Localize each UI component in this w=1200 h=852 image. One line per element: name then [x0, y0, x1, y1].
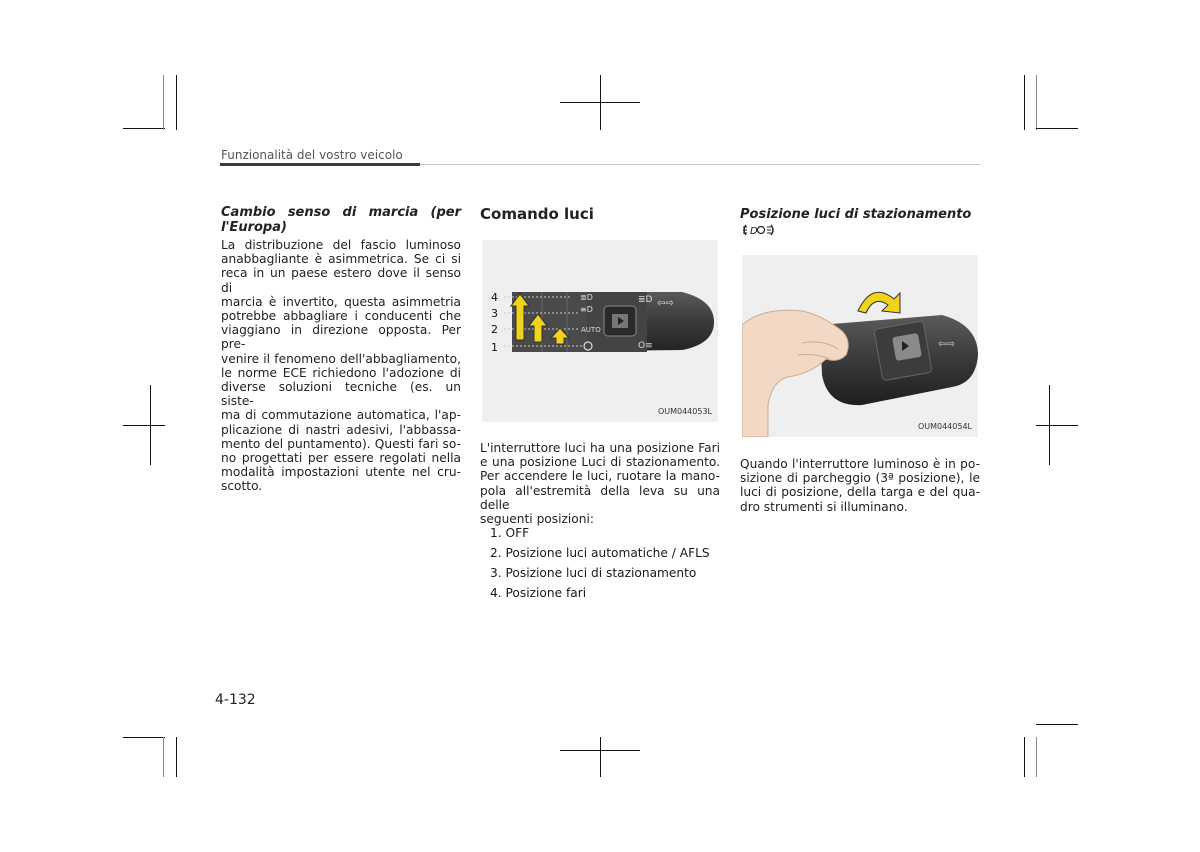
auto-label: AUTO: [581, 326, 601, 334]
column-2-text: [480, 441, 720, 606]
park-symbol: ≡D: [580, 305, 593, 314]
turn-arrows: ⇦⇨: [657, 298, 674, 309]
column-3-text: [740, 457, 980, 514]
position-list: [490, 526, 720, 600]
parking-switch-figure: [742, 255, 978, 437]
column-1: [221, 205, 461, 494]
paragraph-line: dro strumenti si illuminano.: [740, 499, 908, 514]
crop-mark: [560, 102, 640, 103]
svg-text:D: D: [750, 226, 758, 237]
crop-mark: [560, 750, 640, 751]
paragraph-line: ma di commutazione automatica, l'ap-: [221, 408, 461, 423]
light-switch-figure: [482, 240, 718, 422]
figure-code: OUM044053L: [657, 407, 712, 416]
list-item: 2. Posizione luci automatiche / AFLS: [490, 546, 710, 561]
crop-mark: [123, 737, 165, 738]
paragraph-line: Per accendere le luci, ruotare la mano-: [480, 469, 720, 484]
crop-mark: [1036, 425, 1078, 426]
subheading: Posizione luci di stazionamento: [740, 207, 972, 222]
paragraph-line: potrebbe abbagliare i conducenti che: [221, 309, 461, 324]
lever-illustration: [482, 240, 718, 422]
paragraph-line: Quando l'interruttore luminoso è in po-: [740, 457, 980, 471]
position-number: 3: [491, 307, 498, 320]
paragraph-line: La distribuzione del fascio luminoso: [221, 238, 461, 252]
paragraph-line: scotto.: [221, 479, 263, 494]
paragraph-line: sizione di parcheggio (3ª posizione), le: [740, 471, 980, 486]
section-header: Funzionalità del vostro veicolo: [221, 148, 403, 162]
crop-mark: [1024, 737, 1025, 777]
crop-mark: [123, 425, 165, 426]
crop-mark: [600, 737, 601, 777]
crop-mark: [1036, 724, 1078, 725]
paragraph-line: L'interruttore luci ha una posizione Fari: [480, 441, 720, 455]
rotation-arrow: [858, 292, 900, 313]
position-number: 4: [491, 291, 498, 304]
crop-mark: [176, 737, 177, 777]
section-title: Comando luci: [480, 205, 594, 223]
headlamp-symbol: ≣D: [580, 293, 593, 302]
paragraph-line: e una posizione Luci di stazionamento.: [480, 455, 720, 470]
position-number: 2: [491, 323, 498, 336]
subheading-cont: l'Europa): [221, 220, 287, 235]
list-item: 1. OFF: [490, 526, 530, 541]
subheading: Cambio senso di marcia (per: [221, 205, 461, 220]
parking-light-icon: [740, 222, 776, 242]
crop-mark: [1024, 75, 1025, 130]
rear-fog-symbol: O≡: [638, 341, 653, 351]
list-item: 3. Posizione luci di stazionamento: [490, 566, 697, 581]
crop-mark: [176, 75, 177, 130]
position-number: 1: [491, 341, 498, 354]
paragraph-line: diverse soluzioni tecniche (es. un siste-: [221, 380, 461, 409]
paragraph-line: pola all'estremità della leva su una delle: [480, 483, 720, 512]
hand-lever-illustration: [742, 255, 978, 437]
crop-mark: [1036, 75, 1037, 130]
crop-mark: [1036, 128, 1078, 129]
foglamp-symbol: ≣D: [638, 295, 653, 305]
paragraph-line: modalità impostazioni utente nel cru-: [221, 465, 461, 480]
page-number: 4-132: [215, 692, 256, 708]
paragraph-line: le norme ECE richiedono l'adozione di: [221, 365, 461, 380]
paragraph-line: plicazione di nastri adesivi, l'abbassa-: [221, 422, 461, 437]
list-item: 4. Posizione fari: [490, 586, 587, 601]
crop-mark: [163, 737, 164, 777]
paragraph-line: reca in un paese estero dove il senso di: [221, 266, 461, 295]
header-rule: [220, 163, 420, 166]
paragraph-line: mento del puntamento). Questi fari so-: [221, 436, 461, 451]
turn-arrows: ⇦⇨: [938, 339, 955, 350]
paragraph-line: luci di posizione, della targa e del qua-: [740, 485, 980, 500]
paragraph-line: no progettati per essere regolati nella: [221, 451, 461, 466]
figure-code: OUM044054L: [917, 422, 972, 431]
paragraph-line: venire il fenomeno dell'abbagliamento,: [221, 351, 461, 366]
crop-mark: [123, 128, 165, 129]
crop-mark: [1036, 737, 1037, 777]
crop-mark: [163, 75, 164, 130]
paragraph-line: seguenti posizioni:: [480, 512, 594, 527]
paragraph-line: marcia è invertito, questa asimmetria: [221, 294, 461, 309]
paragraph-line: viaggiano in direzione opposta. Per pre-: [221, 323, 461, 352]
header-rule-light: [420, 164, 980, 165]
paragraph-line: anabbagliante è asimmetrica. Se ci si: [221, 252, 461, 267]
